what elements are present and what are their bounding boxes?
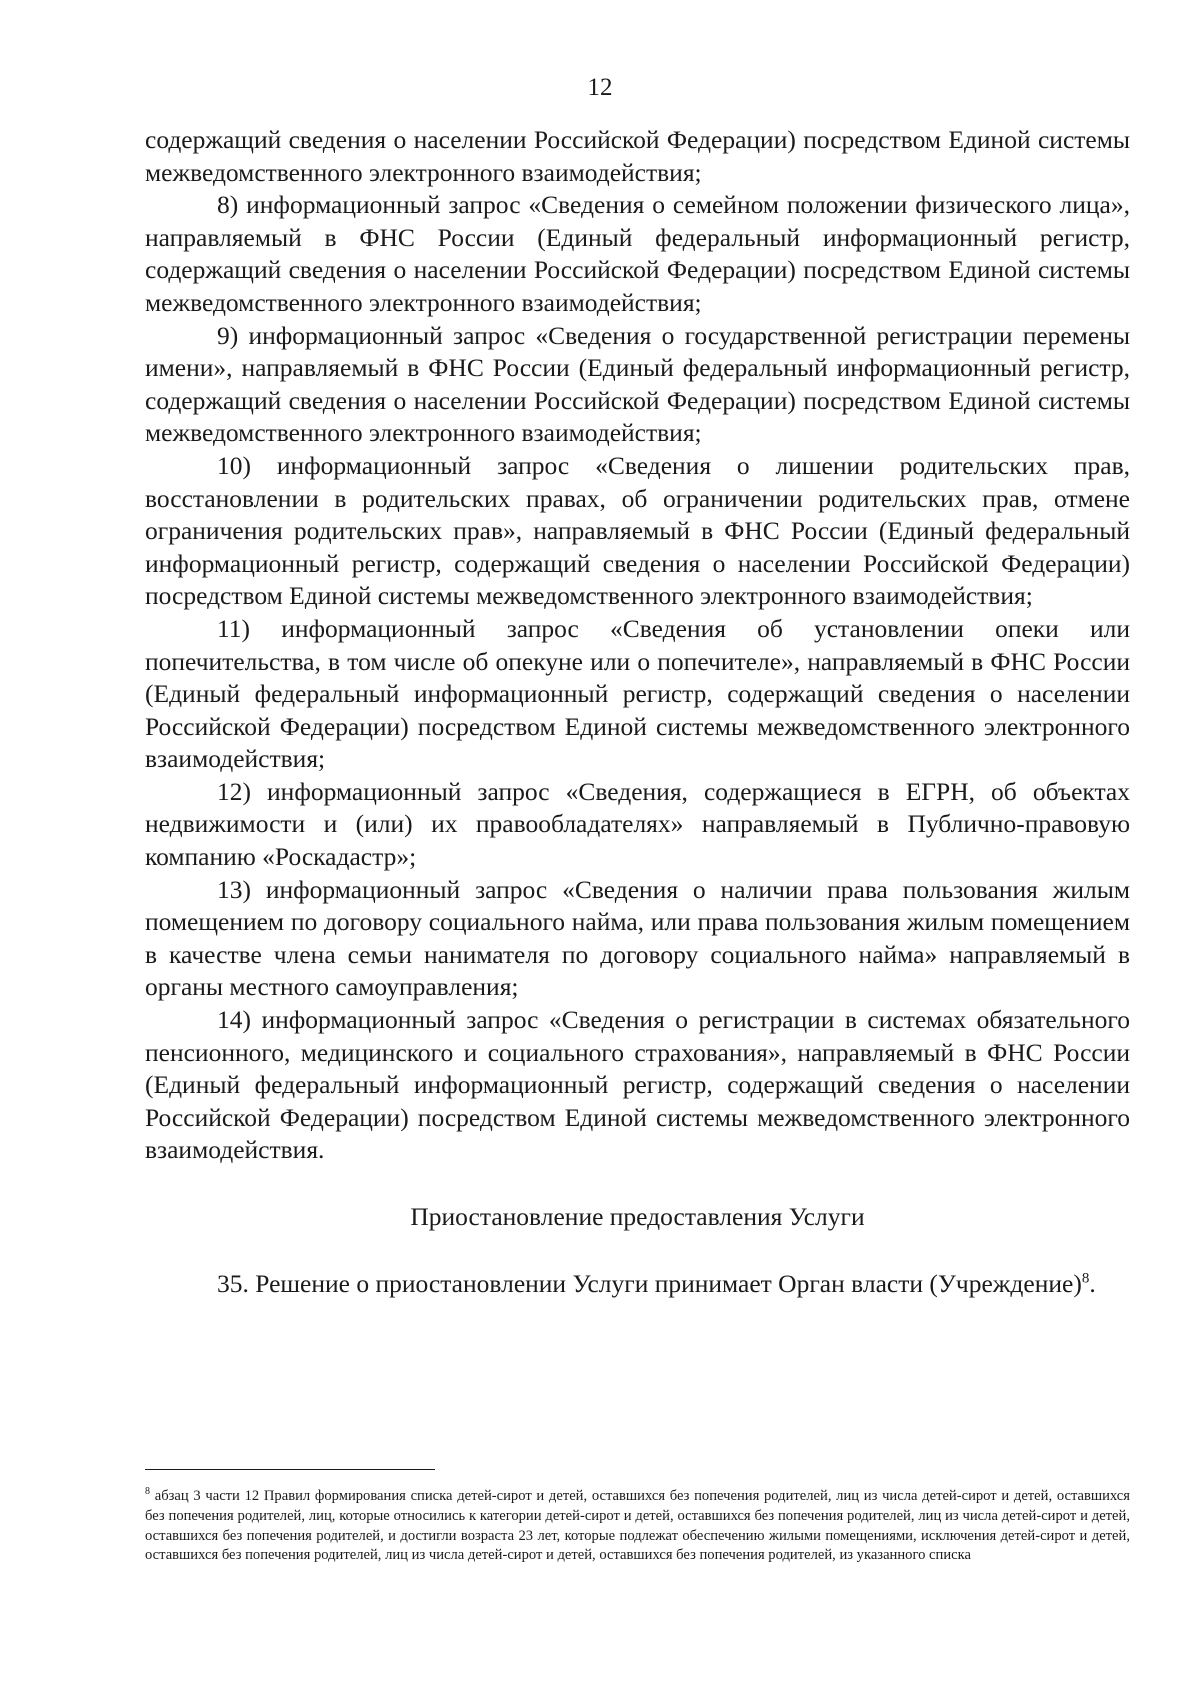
list-item-8: 8) информационный запрос «Сведения о семейном положении физического лица», направляемый в ФНС России (Единый федеральный информационный регистр, содержащий сведения о населении Российской Федерации) посредством Единой системы межведомственного электронного взаимодействия; <box>145 190 1130 317</box>
document-body <box>145 124 1130 1300</box>
paragraph-continuation: содержащий сведения о населении Российской Федерации) посредством Единой системы межведомственного электронного взаимодействия; <box>145 125 1130 187</box>
section-heading: Приостановление предоставления Услуги <box>410 1202 865 1231</box>
clause-35 <box>145 1268 1130 1301</box>
footnote <box>145 1487 1130 1566</box>
list-item-13: 13) информационный запрос «Сведения о наличии права пользования жилым помещением по договору социального найма, или права пользования жилым помещением в качестве члена семьи нанимателя по договору социального найма» направляемый в органы местного самоуправления; <box>145 874 1130 1002</box>
list-item-10: 10) информационный запрос «Сведения о лишении родительских прав, восстановлении в родительских правах, об ограничении родительских прав, отмене ограничения родительских прав», направляемый в ФНС России (Единый федеральный информационный регистр, содержащий сведения о населении Российской Федерации) посредством Единой системы межведомственного электронного взаимодействия; <box>145 450 1130 611</box>
clause-35-text: 35. Решение о приостановлении Услуги принимает Орган власти (Учреждение) <box>217 1268 1082 1298</box>
footnote-marker: 8 <box>145 1486 150 1498</box>
footnote-separator <box>145 1469 435 1470</box>
list-item-11: 11) информационный запрос «Сведения об установлении опеки или попечительства, в том числе об опекуне или о попечителе», направляемый в ФНС России (Единый федеральный информационный регистр, содержащий сведения о населении Российской Федерации) посредством Единой системы межведомственного электронного взаимодействия; <box>145 613 1130 774</box>
page-number: 12 <box>587 74 613 101</box>
footnote-text: абзац 3 части 12 Правил формирования списка детей-сирот и детей, оставшихся без попечения родителей, лиц из числа детей-сирот и детей, оставшихся без попечения родителей, лиц, которые относились к категории детей-сирот и детей, оставшихся без попечения родителей, лиц из числа детей-сирот и детей, оставшихся без попечения родителей, и достигли возраста 23 лет, которые подлежат обеспечению жилыми помещениями, исключения детей-сирот и детей, оставшихся без попечения родителей, лиц из числа детей-сирот и детей, оставшихся без попечения родителей, из указанного списка <box>145 1488 1130 1564</box>
list-item-14: 14) информационный запрос «Сведения о регистрации в системах обязательного пенсионного, медицинского и социального страхования», направляемый в ФНС России (Единый федеральный информационный регистр, содержащий сведения о населении Российской Федерации) посредством Единой системы межведомственного электронного взаимодействия. <box>145 1005 1130 1165</box>
footnote-reference[interactable]: 8 <box>1081 1270 1090 1287</box>
list-item-9: 9) информационный запрос «Сведения о государственной регистрации перемены имени», направляемый в ФНС России (Единый федеральный информационный регистр, содержащий сведения о населении Российской Федерации) посредством Единой системы межведомственного электронного взаимодействия; <box>145 320 1130 448</box>
list-item-12: 12) информационный запрос «Сведения, содержащиеся в ЕГРН, об объектах недвижимости и (или) их правообладателях» направляемый в Публично-правовую компанию «Роскадастр»; <box>145 776 1130 872</box>
clause-35-period: . <box>1089 1268 1096 1298</box>
